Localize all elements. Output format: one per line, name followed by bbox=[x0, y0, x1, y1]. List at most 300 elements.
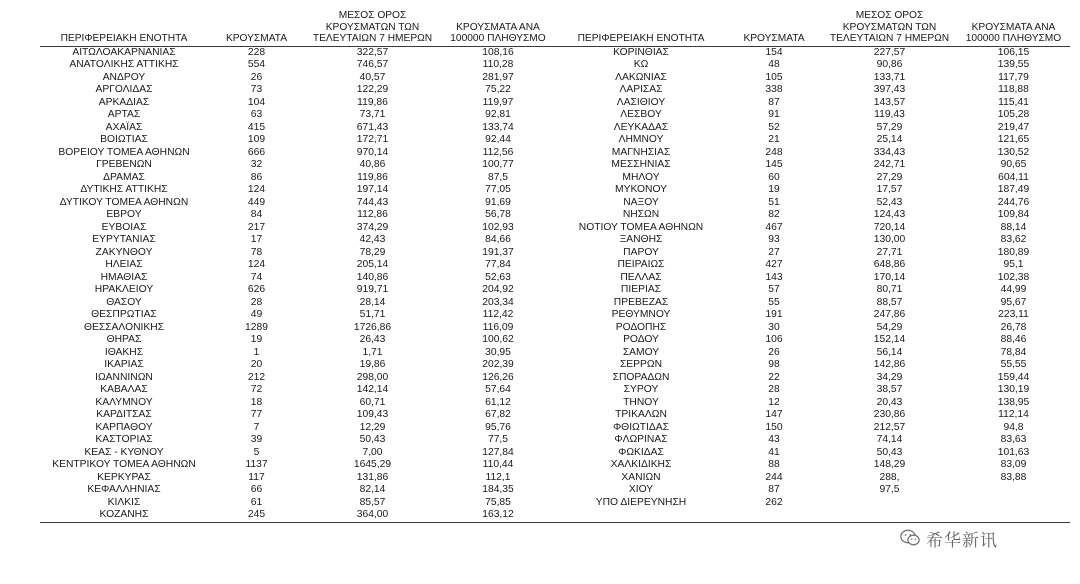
left-cases-cell: 20 bbox=[250, 359, 263, 370]
left-avg7-cell: 205,14 bbox=[356, 259, 389, 270]
left-region-cell: ΚΑΡΔΙΤΣΑΣ bbox=[96, 409, 152, 420]
left-per100k-cell: 126,26 bbox=[482, 371, 514, 383]
right-per100k-cell: 604,11 bbox=[998, 171, 1029, 183]
left-region-cell: ΗΡΑΚΛΕΙΟΥ bbox=[94, 284, 154, 295]
left-region-cell: ΚΕΦΑΛΛΗΝΙΑΣ bbox=[87, 484, 161, 495]
right-region-cell: ΤΡΙΚΑΛΩΝ bbox=[615, 409, 667, 420]
right-cases-cell: 147 bbox=[765, 409, 783, 420]
right-avg7-cell: 212,57 bbox=[873, 421, 906, 433]
left-per100k-cell: 119,97 bbox=[482, 96, 514, 108]
right-avg7-cell: 56,14 bbox=[876, 346, 903, 358]
right-per100k-cell: 88,14 bbox=[1000, 221, 1027, 233]
right-per100k-cell: 115,41 bbox=[998, 96, 1029, 108]
left-avg7-cell: 42,43 bbox=[359, 234, 386, 245]
left-region-cell: ΚΑΡΠΑΘΟΥ bbox=[95, 421, 153, 433]
right-avg7-cell: 170,14 bbox=[873, 271, 906, 283]
left-region-cell: ΔΥΤΙΚΗΣ ΑΤΤΙΚΗΣ bbox=[80, 184, 168, 195]
right-per100k-cell: 244,76 bbox=[997, 196, 1030, 208]
header-per100k-right: ΚΡΟΥΣΜΑΤΑ ΑΝΑ 100000 ΠΛΗΘΥΣΜΟ bbox=[957, 10, 1070, 46]
right-cases-cell: 87 bbox=[768, 484, 780, 495]
left-region-cell: ΘΕΣΣΑΛΟΝΙΚΗΣ bbox=[83, 321, 165, 333]
left-avg7-cell: 122,29 bbox=[356, 84, 389, 95]
right-cases-cell: 467 bbox=[765, 221, 783, 233]
left-region-cell: ΘΕΣΠΡΩΤΙΑΣ bbox=[91, 309, 157, 320]
right-region-cell: ΧΙΟΥ bbox=[628, 484, 654, 495]
left-per100k-cell: 61,12 bbox=[485, 396, 511, 408]
table-row bbox=[40, 397, 1070, 410]
left-avg7-cell: 197,14 bbox=[356, 184, 389, 195]
left-region-cell: ΕΥΡΥΤΑΝΙΑΣ bbox=[92, 234, 156, 245]
right-per100k-cell: 138,95 bbox=[997, 396, 1030, 408]
right-avg7-cell: 74,14 bbox=[876, 434, 903, 445]
right-cases-cell bbox=[726, 509, 822, 522]
left-per100k-cell: 77,84 bbox=[485, 259, 511, 270]
right-cases-cell: 88 bbox=[768, 459, 780, 470]
left-cases-cell: 626 bbox=[247, 284, 266, 295]
left-cases-cell: 124 bbox=[247, 184, 266, 195]
table-row bbox=[40, 497, 1070, 510]
table-row bbox=[40, 347, 1070, 360]
table-row bbox=[40, 472, 1070, 485]
right-per100k-cell: 117,79 bbox=[998, 71, 1029, 83]
table-row bbox=[40, 434, 1070, 447]
left-avg7-cell: 85,57 bbox=[359, 496, 386, 508]
left-avg7-cell: 40,86 bbox=[359, 159, 386, 170]
left-cases-cell: 1137 bbox=[245, 459, 268, 470]
right-per100k-cell: 223,11 bbox=[998, 309, 1029, 320]
header-cases-right: ΚΡΟΥΣΜΑΤΑ bbox=[726, 10, 822, 46]
left-avg7-cell: 26,43 bbox=[359, 334, 386, 345]
right-per100k-cell: 130,52 bbox=[997, 146, 1030, 158]
left-region-cell: ΔΥΤΙΚΟΥ ΤΟΜΕΑ ΑΘΗΝΩΝ bbox=[59, 196, 189, 208]
right-region-cell: ΛΕΥΚΑΔΑΣ bbox=[613, 121, 669, 133]
left-cases-cell: 554 bbox=[247, 59, 266, 70]
right-per100k-cell: 159,44 bbox=[997, 371, 1030, 383]
right-cases-cell: 27 bbox=[768, 246, 780, 258]
watermark-text: 希华新讯 bbox=[926, 530, 998, 551]
table-row bbox=[40, 234, 1070, 247]
right-region-cell: ΣΥΡΟΥ bbox=[623, 384, 659, 395]
right-per100k-cell: 109,84 bbox=[997, 209, 1030, 220]
right-avg7-cell: 57,29 bbox=[876, 121, 903, 133]
table-row bbox=[40, 97, 1070, 110]
table-row bbox=[40, 372, 1070, 385]
left-region-cell: ΑΡΓΟΛΙΔΑΣ bbox=[95, 84, 153, 95]
right-cases-cell: 145 bbox=[765, 159, 783, 170]
table-row bbox=[40, 322, 1070, 335]
table-header bbox=[40, 10, 1070, 46]
table-row bbox=[40, 409, 1070, 422]
left-cases-cell: 7 bbox=[253, 421, 260, 433]
right-region-cell bbox=[556, 509, 726, 522]
left-avg7-cell: 364,00 bbox=[305, 509, 440, 522]
table-row bbox=[40, 147, 1070, 160]
table-row bbox=[40, 334, 1070, 347]
table-row bbox=[40, 422, 1070, 435]
right-per100k-cell: 180,89 bbox=[997, 246, 1030, 258]
left-per100k-cell: 110,28 bbox=[482, 59, 514, 70]
left-region-cell: ΚΑΒΑΛΑΣ bbox=[100, 384, 148, 395]
left-cases-cell: 217 bbox=[247, 221, 266, 233]
right-per100k-cell: 105,28 bbox=[997, 109, 1030, 120]
right-per100k-cell: 106,15 bbox=[997, 46, 1030, 58]
left-region-cell: ΚΕΑΣ - ΚΥΘΝΟΥ bbox=[84, 446, 164, 458]
left-cases-cell: 245 bbox=[208, 509, 305, 522]
right-per100k-cell: 219,47 bbox=[997, 121, 1030, 133]
left-cases-cell: 84 bbox=[250, 209, 263, 220]
left-avg7-cell: 7,00 bbox=[362, 446, 383, 458]
left-per100k-cell: 91,69 bbox=[485, 196, 511, 208]
left-region-cell: ΑΡΤΑΣ bbox=[107, 109, 141, 120]
left-per100k-cell: 281,97 bbox=[482, 71, 514, 83]
left-per100k-cell: 110,44 bbox=[482, 459, 514, 470]
right-region-cell: ΛΗΜΝΟΥ bbox=[618, 134, 664, 145]
left-avg7-cell: 78,29 bbox=[359, 246, 386, 258]
left-per100k-cell: 163,12 bbox=[440, 509, 556, 522]
table-row bbox=[40, 509, 1070, 522]
right-per100k-cell: 83,88 bbox=[1000, 471, 1027, 483]
right-per100k-cell: 55,55 bbox=[1000, 359, 1027, 370]
left-avg7-cell: 119,86 bbox=[357, 96, 388, 108]
left-avg7-cell: 970,14 bbox=[356, 146, 389, 158]
left-per100k-cell: 52,63 bbox=[485, 271, 511, 283]
right-avg7-cell: 143,57 bbox=[873, 96, 906, 108]
right-region-cell: ΣΕΡΡΩΝ bbox=[619, 359, 663, 370]
table-row bbox=[40, 297, 1070, 310]
right-avg7-cell: 397,43 bbox=[873, 84, 906, 95]
right-per100k-cell: 95,1 bbox=[1003, 259, 1024, 270]
right-avg7-cell bbox=[822, 509, 957, 522]
right-region-cell: ΚΟΡΙΝΘΙΑΣ bbox=[613, 46, 669, 58]
left-per100k-cell: 75,85 bbox=[485, 496, 511, 508]
left-per100k-cell: 92,81 bbox=[485, 109, 511, 120]
header-avg7-left: ΜΕΣΟΣ ΟΡΟΣ ΚΡΟΥΣΜΑΤΩΝ ΤΩΝ ΤΕΛΕΥΤΑΙΩΝ 7 ΗΜΕΡΩΝ bbox=[305, 10, 440, 46]
left-region-cell: ΒΟΙΩΤΙΑΣ bbox=[100, 134, 148, 145]
right-cases-cell: 12 bbox=[768, 396, 780, 408]
left-avg7-cell: 298,00 bbox=[356, 371, 389, 383]
left-cases-cell: 74 bbox=[250, 271, 263, 283]
right-region-cell: ΛΑΡΙΣΑΣ bbox=[619, 84, 663, 95]
right-region-cell: ΡΟΔΟΥ bbox=[623, 334, 659, 345]
right-region-cell: ΛΑΣΙΘΙΟΥ bbox=[616, 96, 666, 108]
left-cases-cell: 18 bbox=[250, 396, 263, 408]
left-region-cell: ΗΜΑΘΙΑΣ bbox=[100, 271, 148, 283]
left-avg7-cell: 51,71 bbox=[359, 309, 386, 320]
left-per100k-cell: 116,09 bbox=[482, 321, 514, 333]
left-avg7-cell: 322,57 bbox=[356, 46, 389, 58]
right-cases-cell: 52 bbox=[768, 121, 780, 133]
left-per100k-cell: 203,34 bbox=[482, 296, 514, 308]
left-per100k-cell: 127,84 bbox=[482, 446, 514, 458]
left-per100k-cell: 77,5 bbox=[487, 434, 509, 445]
left-avg7-cell: 82,14 bbox=[359, 484, 386, 495]
right-avg7-cell bbox=[822, 497, 957, 510]
left-per100k-cell: 30,95 bbox=[485, 346, 511, 358]
left-avg7-cell: 1,71 bbox=[362, 346, 383, 358]
right-region-cell: ΠΡΕΒΕΖΑΣ bbox=[613, 296, 669, 308]
left-per100k-cell: 133,74 bbox=[482, 121, 514, 133]
right-region-cell: ΣΑΜΟΥ bbox=[622, 346, 660, 358]
right-per100k-cell: 187,49 bbox=[997, 184, 1030, 195]
left-avg7-cell: 744,43 bbox=[356, 196, 389, 208]
left-cases-cell: 72 bbox=[250, 384, 263, 395]
table-row bbox=[40, 484, 1070, 497]
right-region-cell: ΞΑΝΘΗΣ bbox=[619, 234, 663, 245]
right-cases-cell: 338 bbox=[765, 84, 783, 95]
left-per100k-cell: 100,77 bbox=[482, 159, 514, 170]
right-region-cell: ΝΗΣΩΝ bbox=[622, 209, 660, 220]
right-avg7-cell: 142,86 bbox=[873, 359, 906, 370]
right-region-cell: ΛΕΣΒΟΥ bbox=[620, 109, 662, 120]
left-cases-cell: 61 bbox=[250, 496, 263, 508]
table-row bbox=[40, 184, 1070, 197]
left-cases-cell: 415 bbox=[247, 121, 266, 133]
table-row bbox=[40, 59, 1070, 72]
right-cases-cell: 154 bbox=[765, 46, 783, 58]
left-cases-cell: 1289 bbox=[245, 321, 268, 333]
table-row bbox=[40, 72, 1070, 85]
left-avg7-cell: 119,86 bbox=[357, 171, 388, 183]
right-cases-cell: 26 bbox=[768, 346, 780, 358]
left-cases-cell: 5 bbox=[253, 446, 260, 458]
wechat-icon bbox=[900, 529, 920, 547]
left-cases-cell: 109 bbox=[247, 134, 266, 145]
right-per100k-cell: 83,62 bbox=[1000, 234, 1027, 245]
left-avg7-cell: 671,43 bbox=[356, 121, 389, 133]
left-region-cell: ΑΡΚΑΔΙΑΣ bbox=[98, 96, 150, 108]
left-avg7-cell: 28,14 bbox=[359, 296, 386, 308]
right-avg7-cell: 50,43 bbox=[876, 446, 903, 458]
left-region-cell: ΙΩΑΝΝΙΝΩΝ bbox=[95, 371, 153, 383]
right-region-cell: ΧΑΝΙΩΝ bbox=[621, 471, 661, 483]
table-row bbox=[40, 159, 1070, 172]
table-row bbox=[40, 46, 1070, 59]
right-avg7-cell: 130,00 bbox=[873, 234, 906, 245]
left-cases-cell: 39 bbox=[250, 434, 263, 445]
left-per100k-cell: 112,1 bbox=[485, 471, 511, 483]
right-per100k-cell: 130,19 bbox=[997, 384, 1030, 395]
right-avg7-cell: 80,71 bbox=[876, 284, 903, 295]
right-cases-cell: 143 bbox=[765, 271, 783, 283]
right-per100k-cell bbox=[957, 509, 1070, 522]
right-per100k-cell bbox=[957, 497, 1070, 510]
right-avg7-cell: 52,43 bbox=[876, 196, 903, 208]
left-region-cell: ΘΗΡΑΣ bbox=[106, 334, 142, 345]
right-cases-cell: 60 bbox=[768, 171, 780, 183]
left-cases-cell: 19 bbox=[250, 334, 263, 345]
left-per100k-cell: 112,56 bbox=[482, 146, 514, 158]
left-region-cell: ΚΟΖΑΝΗΣ bbox=[40, 509, 208, 522]
right-cases-cell: 191 bbox=[765, 309, 783, 320]
right-cases-cell: 28 bbox=[768, 384, 780, 395]
left-avg7-cell: 109,43 bbox=[356, 409, 389, 420]
table-row bbox=[40, 109, 1070, 122]
right-avg7-cell: 288, bbox=[879, 471, 900, 483]
left-region-cell: ΚΑΣΤΟΡΙΑΣ bbox=[95, 434, 153, 445]
right-avg7-cell: 247,86 bbox=[873, 309, 906, 320]
table-row bbox=[40, 134, 1070, 147]
right-cases-cell: 19 bbox=[768, 184, 780, 195]
left-per100k-cell: 102,93 bbox=[482, 221, 514, 233]
right-per100k-cell: 94,8 bbox=[1003, 421, 1024, 433]
right-region-cell: ΠΕΙΡΑΙΩΣ bbox=[617, 259, 665, 270]
header-region-left: ΠΕΡΙΦΕΡΕΙΑΚΗ ΕΝΟΤΗΤΑ bbox=[40, 10, 208, 46]
left-cases-cell: 63 bbox=[250, 109, 263, 120]
left-region-cell: ΚΕΝΤΡΙΚΟΥ ΤΟΜΕΑ ΑΘΗΝΩΝ bbox=[52, 459, 196, 470]
right-avg7-cell: 133,71 bbox=[873, 71, 906, 83]
table-row bbox=[40, 122, 1070, 135]
right-region-cell: ΦΛΩΡΙΝΑΣ bbox=[614, 434, 668, 445]
right-region-cell: ΡΕΘΥΜΝΟΥ bbox=[611, 309, 671, 320]
right-avg7-cell: 34,29 bbox=[876, 371, 903, 383]
left-avg7-cell: 40,57 bbox=[359, 71, 386, 83]
left-per100k-cell: 87,5 bbox=[487, 171, 509, 183]
right-region-cell: ΦΩΚΙΔΑΣ bbox=[618, 446, 664, 458]
left-per100k-cell: 95,76 bbox=[485, 421, 511, 433]
left-per100k-cell: 112,42 bbox=[482, 309, 514, 320]
right-avg7-cell: 648,86 bbox=[873, 259, 906, 270]
right-avg7-cell: 27,71 bbox=[876, 246, 903, 258]
right-avg7-cell: 97,5 bbox=[879, 484, 900, 495]
right-cases-cell: 87 bbox=[768, 96, 780, 108]
right-per100k-cell: 95,67 bbox=[1000, 296, 1027, 308]
left-avg7-cell: 746,57 bbox=[356, 59, 389, 70]
right-avg7-cell: 242,71 bbox=[873, 159, 906, 170]
right-region-cell: ΜΕΣΣΗΝΙΑΣ bbox=[611, 159, 671, 170]
right-avg7-cell: 720,14 bbox=[873, 221, 906, 233]
right-region-cell: ΤΗΝΟΥ bbox=[623, 396, 659, 408]
right-avg7-cell: 88,57 bbox=[876, 296, 903, 308]
table-row bbox=[40, 259, 1070, 272]
right-cases-cell: 427 bbox=[765, 259, 783, 270]
right-cases-cell: 48 bbox=[768, 59, 780, 70]
left-region-cell: ΘΑΣΟΥ bbox=[106, 296, 142, 308]
left-avg7-cell: 374,29 bbox=[356, 221, 389, 233]
table-row bbox=[40, 272, 1070, 285]
table-row bbox=[40, 197, 1070, 210]
header-row bbox=[40, 10, 1070, 46]
left-cases-cell: 49 bbox=[250, 309, 263, 320]
left-avg7-cell: 60,71 bbox=[359, 396, 386, 408]
right-per100k-cell: 83,09 bbox=[1000, 459, 1027, 470]
right-avg7-cell: 54,29 bbox=[876, 321, 903, 333]
right-region-cell: ΝΟΤΙΟΥ ΤΟΜΕΑ ΑΘΗΝΩΝ bbox=[578, 221, 704, 233]
right-cases-cell: 82 bbox=[768, 209, 780, 220]
right-region-cell: ΥΠΟ ΔΙΕΡΕΥΝΗΣΗ bbox=[595, 496, 687, 508]
right-region-cell: ΣΠΟΡΑΔΩΝ bbox=[612, 371, 670, 383]
left-per100k-cell: 92,44 bbox=[485, 134, 511, 145]
right-region-cell: ΜΥΚΟΝΟΥ bbox=[615, 184, 667, 195]
header-cases-left: ΚΡΟΥΣΜΑΤΑ bbox=[208, 10, 305, 46]
table-row bbox=[40, 84, 1070, 97]
right-per100k-cell: 102,38 bbox=[997, 271, 1030, 283]
table-row bbox=[40, 359, 1070, 372]
right-avg7-cell: 20,43 bbox=[876, 396, 903, 408]
left-per100k-cell: 67,82 bbox=[485, 409, 511, 420]
right-avg7-cell: 17,57 bbox=[876, 184, 903, 195]
left-per100k-cell: 202,39 bbox=[482, 359, 514, 370]
left-per100k-cell: 100,62 bbox=[482, 334, 514, 345]
right-cases-cell: 51 bbox=[768, 196, 780, 208]
left-cases-cell: 228 bbox=[247, 46, 266, 58]
table-row bbox=[40, 309, 1070, 322]
right-per100k-cell bbox=[957, 484, 1070, 497]
left-region-cell: ΕΒΡΟΥ bbox=[106, 209, 142, 220]
right-region-cell: ΝΑΞΟΥ bbox=[623, 196, 659, 208]
right-cases-cell: 244 bbox=[765, 471, 783, 483]
right-cases-cell: 30 bbox=[768, 321, 780, 333]
left-per100k-cell: 75,22 bbox=[485, 84, 511, 95]
right-region-cell: ΠΕΛΛΑΣ bbox=[620, 271, 662, 283]
left-cases-cell: 26 bbox=[250, 71, 263, 83]
right-avg7-cell: 227,57 bbox=[873, 46, 906, 58]
right-avg7-cell: 90,86 bbox=[876, 59, 903, 70]
right-cases-cell: 22 bbox=[768, 371, 780, 383]
left-cases-cell: 124 bbox=[247, 259, 266, 270]
right-region-cell: ΠΑΡΟΥ bbox=[623, 246, 659, 258]
right-region-cell: ΦΘΙΩΤΙΔΑΣ bbox=[612, 421, 670, 433]
left-cases-cell: 32 bbox=[250, 159, 263, 170]
left-cases-cell: 73 bbox=[250, 84, 263, 95]
cases-table bbox=[40, 10, 1070, 523]
right-cases-cell: 98 bbox=[768, 359, 780, 370]
right-cases-cell: 57 bbox=[768, 284, 780, 295]
right-cases-cell: 91 bbox=[768, 109, 780, 120]
right-per100k-cell: 101,63 bbox=[997, 446, 1030, 458]
left-per100k-cell: 84,66 bbox=[485, 234, 511, 245]
left-region-cell: ΚΕΡΚΥΡΑΣ bbox=[97, 471, 151, 483]
left-cases-cell: 212 bbox=[247, 371, 266, 383]
left-per100k-cell: 57,64 bbox=[485, 384, 511, 395]
left-region-cell: ΑΝΑΤΟΛΙΚΗΣ ΑΤΤΙΚΗΣ bbox=[69, 59, 179, 70]
left-avg7-cell: 172,71 bbox=[356, 134, 389, 145]
left-region-cell: ΑΙΤΩΛΟΑΚΑΡΝΑΝΙΑΣ bbox=[72, 46, 176, 58]
left-region-cell: ΕΥΒΟΙΑΣ bbox=[101, 221, 147, 233]
right-avg7-cell: 119,43 bbox=[874, 109, 905, 120]
right-avg7-cell: 230,86 bbox=[873, 409, 906, 420]
left-avg7-cell: 140,86 bbox=[356, 271, 389, 283]
left-cases-cell: 1 bbox=[253, 346, 260, 358]
left-per100k-cell: 77,05 bbox=[485, 184, 511, 195]
right-per100k-cell: 78,84 bbox=[1000, 346, 1027, 358]
left-per100k-cell: 184,35 bbox=[482, 484, 514, 495]
left-cases-cell: 666 bbox=[247, 146, 266, 158]
left-region-cell: ΗΛΕΙΑΣ bbox=[105, 259, 143, 270]
cases-table-container bbox=[40, 10, 1070, 523]
right-avg7-cell: 25,14 bbox=[876, 134, 903, 145]
header-per100k-left: ΚΡΟΥΣΜΑΤΑ ΑΝΑ 100000 ΠΛΗΘΥΣΜΟ bbox=[440, 10, 556, 46]
left-region-cell: ΔΡΑΜΑΣ bbox=[103, 171, 145, 183]
right-avg7-cell: 148,29 bbox=[873, 459, 906, 470]
left-per100k-cell: 204,92 bbox=[482, 284, 514, 295]
left-avg7-cell: 131,86 bbox=[356, 471, 389, 483]
left-avg7-cell: 142,14 bbox=[356, 384, 389, 395]
table-row bbox=[40, 447, 1070, 460]
left-cases-cell: 86 bbox=[250, 171, 263, 183]
table-row bbox=[40, 209, 1070, 222]
right-region-cell: ΚΩ bbox=[633, 59, 649, 70]
left-cases-cell: 17 bbox=[250, 234, 263, 245]
table-body bbox=[40, 46, 1070, 522]
left-region-cell: ΒΟΡΕΙΟΥ ΤΟΜΕΑ ΑΘΗΝΩΝ bbox=[58, 146, 190, 158]
right-avg7-cell: 124,43 bbox=[873, 209, 906, 220]
left-region-cell: ΙΚΑΡΙΑΣ bbox=[104, 359, 144, 370]
right-cases-cell: 55 bbox=[768, 296, 780, 308]
right-cases-cell: 21 bbox=[768, 134, 780, 145]
table-row bbox=[40, 222, 1070, 235]
watermark bbox=[900, 527, 1070, 549]
left-avg7-cell: 1726,86 bbox=[353, 321, 392, 333]
